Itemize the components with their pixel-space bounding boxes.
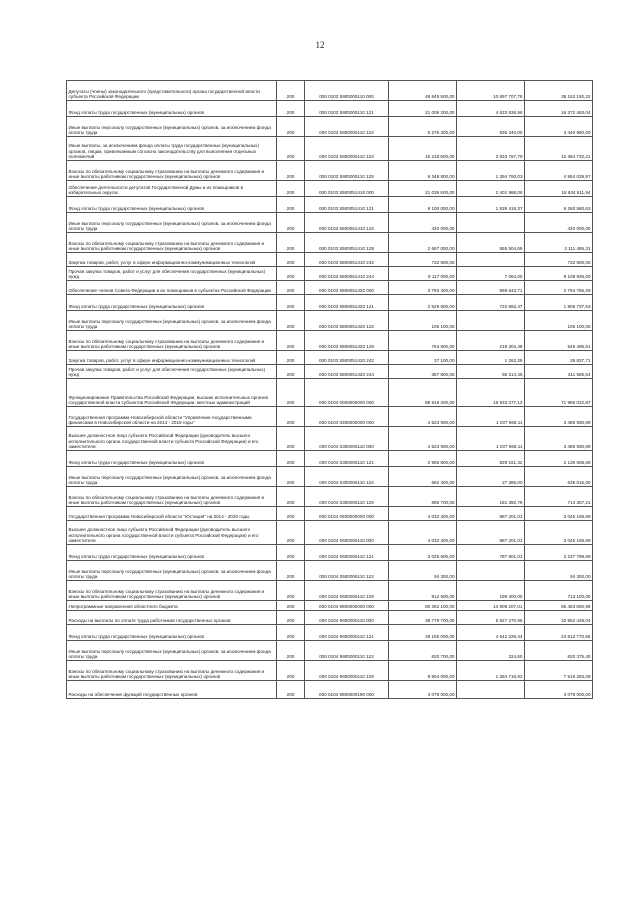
row-executed-cell: 1 262,29	[457, 351, 525, 365]
row-approved-cell: 763 800,00	[389, 331, 457, 351]
row-executed-cell: 3 833 767,79	[457, 137, 525, 161]
row-unexecuted-cell: 4 954 039,97	[525, 161, 593, 181]
row-executed-cell: 218 304,49	[457, 331, 525, 351]
row-approved-cell: 88 918 400,00	[389, 379, 457, 407]
row-code-cell: 200	[277, 611, 305, 625]
row-name-cell: Прочая закупка товаров, работ и услуг для обеспечения государственных (муниципальных) нужд	[67, 365, 277, 379]
table-row	[67, 117, 593, 137]
row-executed-cell	[457, 681, 525, 699]
row-code-cell: 200	[277, 311, 305, 331]
table-row	[67, 379, 593, 407]
row-classification-cell: 000 0104 9900000110 129	[305, 661, 389, 681]
row-approved-cell: 2 667 000,00	[389, 233, 457, 253]
row-approved-cell: 2 965 800,00	[389, 451, 457, 467]
row-name-cell: Расходы на выплаты по оплате труда работников государственных органов	[67, 611, 277, 625]
row-code-cell: 200	[277, 281, 305, 295]
table-row	[67, 611, 593, 625]
table-row	[67, 507, 593, 521]
row-executed-cell: 2 401 988,06	[457, 181, 525, 197]
row-approved-cell: 732 600,00	[389, 253, 457, 267]
table-row	[67, 295, 593, 311]
row-name-cell: Иные выплаты персоналу государственных (муниципальных) органов, за исключением фонда оплаты труда	[67, 117, 277, 137]
row-unexecuted-cell: 3 045 198,99	[525, 521, 593, 545]
row-unexecuted-cell: 3 485 930,89	[525, 427, 593, 451]
row-approved-cell: 662 400,00	[389, 467, 457, 487]
row-name-cell: Взносы по обязательному социальному страхованию на выплаты денежного содержания и иные выплаты работникам государственных (муниципальных) органов	[67, 581, 277, 601]
row-unexecuted-cell: 820 375,40	[525, 641, 593, 661]
row-name-cell: Взносы по обязательному социальному страхованию на выплаты денежного содержания и иные выплаты работникам государственных (муниципальных) органов	[67, 331, 277, 351]
row-code-cell: 200	[277, 661, 305, 681]
table-row	[67, 197, 593, 213]
row-code-cell: 200	[277, 197, 305, 213]
table-row	[67, 581, 593, 601]
table-row	[67, 331, 593, 351]
row-approved-cell: 895 700,00	[389, 487, 457, 507]
row-name-cell: Прочая закупка товаров, работ и услуг для обеспечения государственных (муниципальных) нужд	[67, 267, 277, 281]
row-unexecuted-cell: 545 495,51	[525, 331, 593, 351]
row-executed-cell	[457, 253, 525, 267]
row-classification-cell: 000 0103 5900005110 000	[305, 81, 389, 101]
row-code-cell: 200	[277, 601, 305, 611]
table-row	[67, 545, 593, 561]
table-row	[67, 253, 593, 267]
row-executed-cell	[457, 213, 525, 233]
row-executed-cell: 987 201,01	[457, 521, 525, 545]
row-approved-cell: 2 529 600,00	[389, 295, 457, 311]
row-code-cell: 200	[277, 137, 305, 161]
row-executed-cell: 829 191,32	[457, 451, 525, 467]
row-name-cell: Взносы по обязательному социальному страхованию на выплаты денежного содержания и иные выплаты работникам государственных (муниципальных) органов	[67, 161, 277, 181]
row-classification-cell: 000 0103 5900005110 121	[305, 101, 389, 117]
row-approved-cell: 820 700,00	[389, 641, 457, 661]
row-name-cell: Иные выплаты персоналу государственных (муниципальных) органов, за исключением фонда оплаты труда	[67, 213, 277, 233]
row-approved-cell: 8 100 000,00	[389, 197, 457, 213]
row-executed-cell: 1 394 760,03	[457, 161, 525, 181]
budget-execution-table	[66, 80, 593, 699]
row-unexecuted-cell: 420 000,00	[525, 213, 593, 233]
table-row	[67, 233, 593, 253]
row-approved-cell: 912 500,00	[389, 581, 457, 601]
row-unexecuted-cell: 18 634 611,94	[525, 181, 593, 197]
table-row	[67, 365, 593, 379]
row-code-cell: 200	[277, 451, 305, 467]
row-executed-cell: 16 933 377,13	[457, 379, 525, 407]
row-code-cell: 200	[277, 253, 305, 267]
row-executed-cell: 555 504,69	[457, 233, 525, 253]
row-approved-cell: 38 779 700,00	[389, 611, 457, 625]
table-row	[67, 625, 593, 641]
row-classification-cell: 000 0103 5900051420 129	[305, 331, 389, 351]
row-name-cell: Фонд оплаты труда государственных (муниципальных) органов	[67, 197, 277, 213]
row-unexecuted-cell: 3 045 198,99	[525, 507, 593, 521]
row-classification-cell: 000 0103 5900051420 242	[305, 351, 389, 365]
table-row	[67, 521, 593, 545]
table-row	[67, 681, 593, 699]
row-unexecuted-cell: 732 600,00	[525, 253, 593, 267]
row-name-cell: Высшее должностное лицо субъекта Российской Федерации (руководитель высшего исполнительного органа государственной власти субъекта Российской Федерации) и его заместители	[67, 427, 277, 451]
row-classification-cell: 000 0104 0500006110 121	[305, 545, 389, 561]
row-code-cell: 200	[277, 101, 305, 117]
row-name-cell: Закупка товаров, работ, услуг в сфере информационно-коммуникационных технологий	[67, 351, 277, 365]
row-name-cell: Фонд оплаты труда государственных (муниципальных) органов	[67, 545, 277, 561]
row-classification-cell: 000 0103 5900051410 122	[305, 213, 389, 233]
row-approved-cell: 29 155 000,00	[389, 625, 457, 641]
row-executed-cell: 4 542 229,44	[457, 625, 525, 641]
row-executed-cell	[457, 311, 525, 331]
row-executed-cell: 1 037 969,11	[457, 407, 525, 427]
table-row	[67, 451, 593, 467]
row-code-cell: 200	[277, 267, 305, 281]
table-row	[67, 213, 593, 233]
table-row	[67, 137, 593, 161]
row-approved-cell: 21 036 600,00	[389, 181, 457, 197]
row-code-cell: 200	[277, 407, 305, 427]
row-approved-cell: 4 523 900,00	[389, 427, 457, 451]
row-unexecuted-cell: 7 519 283,08	[525, 661, 593, 681]
row-executed-cell: 1 284 716,92	[457, 661, 525, 681]
row-unexecuted-cell: 714 307,21	[525, 487, 593, 507]
row-code-cell: 200	[277, 365, 305, 379]
table-row	[67, 181, 593, 197]
row-unexecuted-cell: 71 985 022,87	[525, 379, 593, 407]
row-name-cell: Обеспечение членов Совета Федерации и их помощников в субъектах Российской Федерации	[67, 281, 277, 295]
row-executed-cell: 199 400,00	[457, 581, 525, 601]
table-row	[67, 601, 593, 611]
row-name-cell: Высшее должностное лицо субъекта Российской Федерации (руководитель высшего исполнительного органа государственной власти субъекта Российской Федерации) и его заместители	[67, 521, 277, 545]
row-unexecuted-cell: 713 100,00	[525, 581, 593, 601]
row-executed-cell: 1 839 419,37	[457, 197, 525, 213]
row-code-cell: 200	[277, 521, 305, 545]
row-unexecuted-cell: 94 300,00	[525, 561, 593, 581]
row-classification-cell: 000 0103 5900051420 121	[305, 295, 389, 311]
row-classification-cell: 000 0103 5900051420 122	[305, 311, 389, 331]
row-approved-cell: 3 025 600,00	[389, 545, 457, 561]
row-name-cell: Непрограммные направления областного бюджета	[67, 601, 277, 611]
row-name-cell: Взносы по обязательному социальному страхованию на выплаты денежного содержания и иные выплаты работникам государственных (муниципальных) органов	[67, 487, 277, 507]
row-executed-cell: 56 214,46	[457, 365, 525, 379]
row-code-cell: 200	[277, 331, 305, 351]
row-unexecuted-cell: 6 260 580,63	[525, 197, 593, 213]
row-code-cell: 200	[277, 561, 305, 581]
row-name-cell: Фонд оплаты труда государственных (муниципальных) органов	[67, 451, 277, 467]
row-classification-cell: 000 0103 5900005110 129	[305, 161, 389, 181]
row-approved-cell: 48 849 900,00	[389, 81, 457, 101]
row-classification-cell: 000 0104 0300006110 129	[305, 487, 389, 507]
row-unexecuted-cell: 3 078 000,00	[525, 681, 593, 699]
row-executed-cell: 722 862,47	[457, 295, 525, 311]
table-row	[67, 561, 593, 581]
row-unexecuted-cell: 3 485 930,89	[525, 407, 593, 427]
row-classification-cell: 000 0104 0500006110 000	[305, 521, 389, 545]
row-code-cell: 200	[277, 295, 305, 311]
row-classification-cell: 000 0103 5900051420 244	[305, 365, 389, 379]
row-name-cell: Фонд оплаты труда государственных (муниципальных) органов	[67, 625, 277, 641]
row-unexecuted-cell: 635 015,00	[525, 467, 593, 487]
row-unexecuted-cell: 4 440 960,00	[525, 117, 593, 137]
row-unexecuted-cell: 25 837,71	[525, 351, 593, 365]
row-executed-cell: 324,60	[457, 641, 525, 661]
row-unexecuted-cell: 311 585,54	[525, 365, 593, 379]
row-name-cell: Закупка товаров, работ, услуг в сфере информационно-коммуникационных технологий	[67, 253, 277, 267]
row-approved-cell: 9 117 000,00	[389, 267, 457, 281]
row-classification-cell: 000 0103 5900051410 121	[305, 197, 389, 213]
row-executed-cell: 4 633 836,96	[457, 101, 525, 117]
row-classification-cell: 000 0104 0300006110 122	[305, 467, 389, 487]
row-approved-cell: 420 000,00	[389, 213, 457, 233]
row-unexecuted-cell: 38 152 192,22	[525, 81, 593, 101]
row-approved-cell: 367 800,00	[389, 365, 457, 379]
row-approved-cell: 105 100,00	[389, 311, 457, 331]
row-code-cell: 200	[277, 351, 305, 365]
row-executed-cell	[457, 561, 525, 581]
table-row	[67, 661, 593, 681]
row-code-cell: 200	[277, 81, 305, 101]
row-approved-cell: 5 276 300,00	[389, 117, 457, 137]
row-code-cell: 200	[277, 681, 305, 699]
row-unexecuted-cell: 2 136 608,68	[525, 451, 593, 467]
row-classification-cell: 000 0104 0000000000 000	[305, 379, 389, 407]
row-approved-cell: 4 032 400,00	[389, 507, 457, 521]
row-classification-cell: 000 0103 5900051420 000	[305, 281, 389, 295]
row-unexecuted-cell: 2 111 495,31	[525, 233, 593, 253]
row-classification-cell: 000 0103 5900005110 122	[305, 117, 389, 137]
row-classification-cell: 000 0103 5900051410 000	[305, 181, 389, 197]
row-code-cell: 200	[277, 467, 305, 487]
table-row	[67, 407, 593, 427]
row-classification-cell: 000 0103 5900005110 123	[305, 137, 389, 161]
row-code-cell: 200	[277, 233, 305, 253]
row-code-cell: 200	[277, 581, 305, 601]
row-code-cell: 200	[277, 507, 305, 521]
table-row	[67, 81, 593, 101]
row-name-cell: Государственная программа Новосибирской области "Управление государственными финансами в Новосибирской области на 2014 - 2019 годы"	[67, 407, 277, 427]
table-row	[67, 267, 593, 281]
row-approved-cell: 3 793 400,00	[389, 281, 457, 295]
row-classification-cell: 000 0104 9900000110 121	[305, 625, 389, 641]
row-classification-cell: 000 0103 5900051410 129	[305, 233, 389, 253]
row-approved-cell: 21 006 300,00	[389, 101, 457, 117]
row-unexecuted-cell: 32 952 429,04	[525, 611, 593, 625]
row-unexecuted-cell: 2 794 756,29	[525, 281, 593, 295]
row-classification-cell: 000 0103 5900051410 244	[305, 267, 389, 281]
row-name-cell: Иные выплаты персоналу государственных (муниципальных) органов, за исключением фонда оплаты труда	[67, 641, 277, 661]
row-approved-cell: 8 804 000,00	[389, 661, 457, 681]
table-body	[67, 81, 593, 699]
row-classification-cell: 000 0104 9900000190 000	[305, 681, 389, 699]
row-executed-cell: 1 037 969,11	[457, 427, 525, 451]
table-row	[67, 467, 593, 487]
row-code-cell: 200	[277, 181, 305, 197]
row-executed-cell: 10 697 707,78	[457, 81, 525, 101]
table-row	[67, 281, 593, 295]
row-executed-cell: 835 340,00	[457, 117, 525, 137]
row-code-cell: 200	[277, 641, 305, 661]
row-unexecuted-cell: 16 372 463,04	[525, 101, 593, 117]
row-unexecuted-cell: 1 806 737,53	[525, 295, 593, 311]
row-executed-cell: 7 064,00	[457, 267, 525, 281]
row-unexecuted-cell: 65 453 892,99	[525, 601, 593, 611]
row-approved-cell: 94 300,00	[389, 561, 457, 581]
row-name-cell: Взносы по обязательному социальному страхованию на выплаты денежного содержания и иные выплаты работникам государственных (муниципальных) органов	[67, 661, 277, 681]
row-name-cell: Фонд оплаты труда государственных (муниципальных) органов	[67, 295, 277, 311]
row-classification-cell: 000 0104 9900000110 122	[305, 641, 389, 661]
row-classification-cell: 000 0104 0500006110 129	[305, 581, 389, 601]
row-approved-cell: 27 100,00	[389, 351, 457, 365]
row-name-cell: Иные выплаты персоналу государственных (муниципальных) органов, за исключением фонда оплаты труда	[67, 561, 277, 581]
row-classification-cell: 000 0104 0500006110 122	[305, 561, 389, 581]
row-executed-cell: 998 643,71	[457, 281, 525, 295]
row-classification-cell: 000 0104 9900000110 000	[305, 611, 389, 625]
row-code-cell: 200	[277, 117, 305, 137]
row-unexecuted-cell: 24 612 770,56	[525, 625, 593, 641]
table-row	[67, 311, 593, 331]
row-code-cell: 200	[277, 487, 305, 507]
row-code-cell: 200	[277, 213, 305, 233]
row-name-cell: Фонд оплаты труда государственных (муниципальных) органов	[67, 101, 277, 117]
row-code-cell: 200	[277, 379, 305, 407]
row-unexecuted-cell: 9 109 936,00	[525, 267, 593, 281]
row-approved-cell: 4 523 900,00	[389, 407, 457, 427]
row-name-cell: Функционирование Правительства Российской Федерации, высших исполнительных органов государственной власти субъектов Российской Федерации, местных администраций	[67, 379, 277, 407]
row-classification-cell: 000 0104 0300006110 000	[305, 427, 389, 451]
row-executed-cell: 14 908 207,01	[457, 601, 525, 611]
row-classification-cell: 000 0104 0500000000 000	[305, 507, 389, 521]
table-row	[67, 641, 593, 661]
page-number: 12	[315, 40, 325, 50]
row-classification-cell: 000 0104 0300000000 000	[305, 407, 389, 427]
row-classification-cell: 000 0103 5900051410 242	[305, 253, 389, 267]
row-name-cell: Депутаты (члены) законодательного (представительного) органа государственной власти субъекта Российской Федерации	[67, 81, 277, 101]
row-approved-cell: 80 362 100,00	[389, 601, 457, 611]
table-row	[67, 487, 593, 507]
row-executed-cell: 787 801,01	[457, 545, 525, 561]
table-row	[67, 101, 593, 117]
row-code-cell: 200	[277, 161, 305, 181]
row-approved-cell: 4 032 400,00	[389, 521, 457, 545]
table-row	[67, 351, 593, 365]
row-executed-cell: 987 201,01	[457, 507, 525, 521]
row-code-cell: 200	[277, 427, 305, 451]
row-unexecuted-cell: 105 100,00	[525, 311, 593, 331]
row-unexecuted-cell: 12 384 732,21	[525, 137, 593, 161]
row-approved-cell: 16 218 500,00	[389, 137, 457, 161]
table-row	[67, 161, 593, 181]
row-approved-cell: 6 348 800,00	[389, 161, 457, 181]
row-classification-cell: 000 0104 0300006110 121	[305, 451, 389, 467]
row-name-cell: Расходы на обеспечение функций государственных органов	[67, 681, 277, 699]
row-executed-cell: 5 827 270,96	[457, 611, 525, 625]
row-name-cell: Иные выплаты персоналу государственных (муниципальных) органов, за исключением фонда оплаты труда	[67, 467, 277, 487]
row-name-cell: Обеспечение деятельности депутатов Государственной Думы и их помощников в избирательных округах	[67, 181, 277, 197]
row-name-cell: Иные выплаты персоналу государственных (муниципальных) органов, за исключением фонда оплаты труда	[67, 311, 277, 331]
row-unexecuted-cell: 2 237 798,99	[525, 545, 593, 561]
row-name-cell: Государственная программа Новосибирской области "Юстиция" на 2014 - 2020 годы	[67, 507, 277, 521]
row-code-cell: 200	[277, 545, 305, 561]
row-name-cell: Иные выплаты, за исключением фонда оплаты труда государственных (муниципальных) органов, лицам, привлекаемым согласно законодательству для выполнения отдельных полномочий	[67, 137, 277, 161]
row-classification-cell: 000 0104 9900000000 000	[305, 601, 389, 611]
row-code-cell: 200	[277, 625, 305, 641]
table-row	[67, 427, 593, 451]
row-approved-cell: 3 078 000,00	[389, 681, 457, 699]
row-name-cell: Взносы по обязательному социальному страхованию на выплаты денежного содержания и иные выплаты работникам государственных (муниципальных) органов	[67, 233, 277, 253]
row-executed-cell: 181 392,79	[457, 487, 525, 507]
row-executed-cell: 27 385,00	[457, 467, 525, 487]
